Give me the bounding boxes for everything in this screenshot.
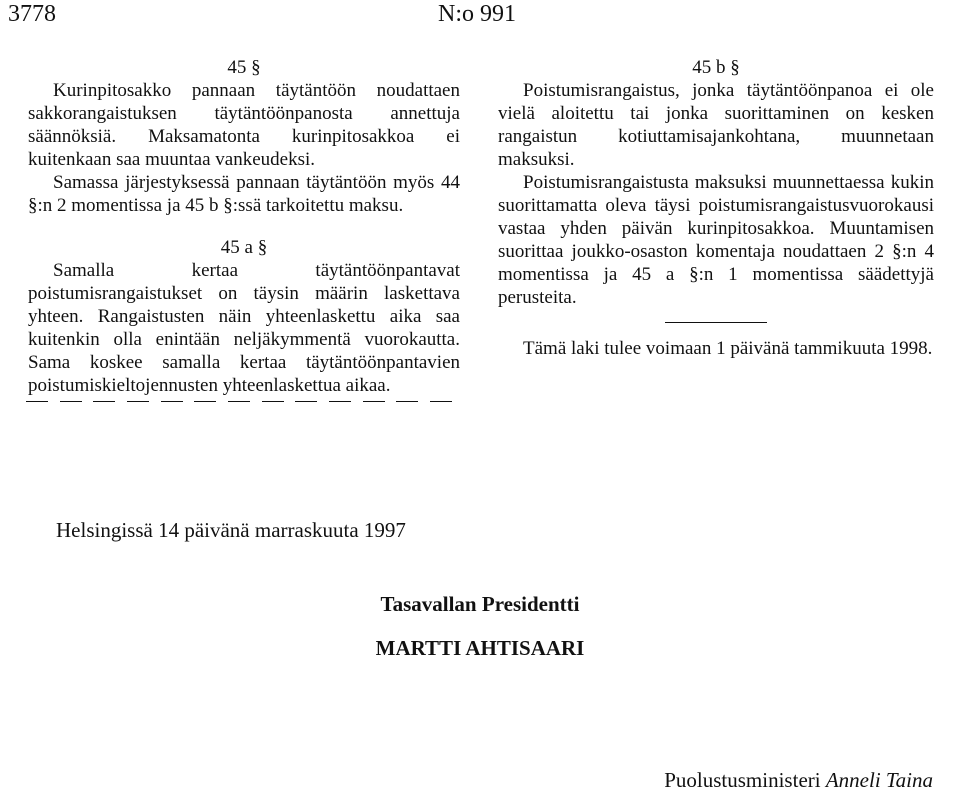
section-45b-paragraph-2: Poistumisrangaistusta maksuksi muunnettaessa kukin suorittamatta oleva täysi poistumisrangaistusvuorokausi vastaa yhden päivän kurinpitosakkoa. Muuntamisen suorittaa joukko-osaston komentaja noudattaen 2 §:n 4 momentissa ja 45 a §:n 1 momentissa säädettyjä perusteita. [498,172,934,308]
minister-name: Anneli Taina [825,768,933,792]
minister-title: Puolustusministeri [664,768,821,792]
section-45b-heading: 45 b § [692,57,740,78]
right-column [498,56,934,360]
end-rule [665,322,767,323]
section-45a-paragraph: Samalla kertaa täytäntöönpantavat poistumisrangaistukset on täysin määrin laskettava yhteen. Rangaistusten näin yhteenlaskettu aika saa kuitenkin olla enintään neljäkymmentä vuorokautta. Sama koskee samalla kertaa täytäntöönpantavien poistumiskieltojennusten yhteenlaskettua aikaa. [28,260,460,396]
page-number: 3778 [8,1,56,27]
section-45-paragraph-1: Kurinpitosakko pannaan täytäntöön noudattaen sakkorangaistuksen täytäntöönpanosta annettuja säännöksiä. Maksamatonta kurinpitosakkoa ei kuitenkaan saa muuntaa vankeudeksi. [28,80,460,170]
issue-number: N:o 991 [438,1,516,27]
president-title: Tasavallan Presidentti [380,592,580,616]
section-45a-heading: 45 a § [220,237,268,258]
minister-signature [664,768,933,792]
dashed-rule [26,401,452,402]
left-column [28,56,460,402]
section-45b-paragraph-1: Poistumisrangaistus, jonka täytäntöönpanoa ei ole vielä aloitettu tai jonka suorittaminen on kesken rangaistun kotiuttamisajankohtana, muunnetaan maksuksi. [498,80,934,170]
section-45-paragraph-2: Samassa järjestyksessä pannaan täytäntöön myös 44 §:n 2 momentissa ja 45 b §:ssä tarkoitettu maksu. [28,172,460,216]
section-45-heading: 45 § [227,57,261,78]
entry-into-force: Tämä laki tulee voimaan 1 päivänä tammikuuta 1998. [523,338,933,359]
president-name: MARTTI AHTISAARI [375,636,585,660]
place-date: Helsingissä 14 päivänä marraskuuta 1997 [56,518,406,542]
